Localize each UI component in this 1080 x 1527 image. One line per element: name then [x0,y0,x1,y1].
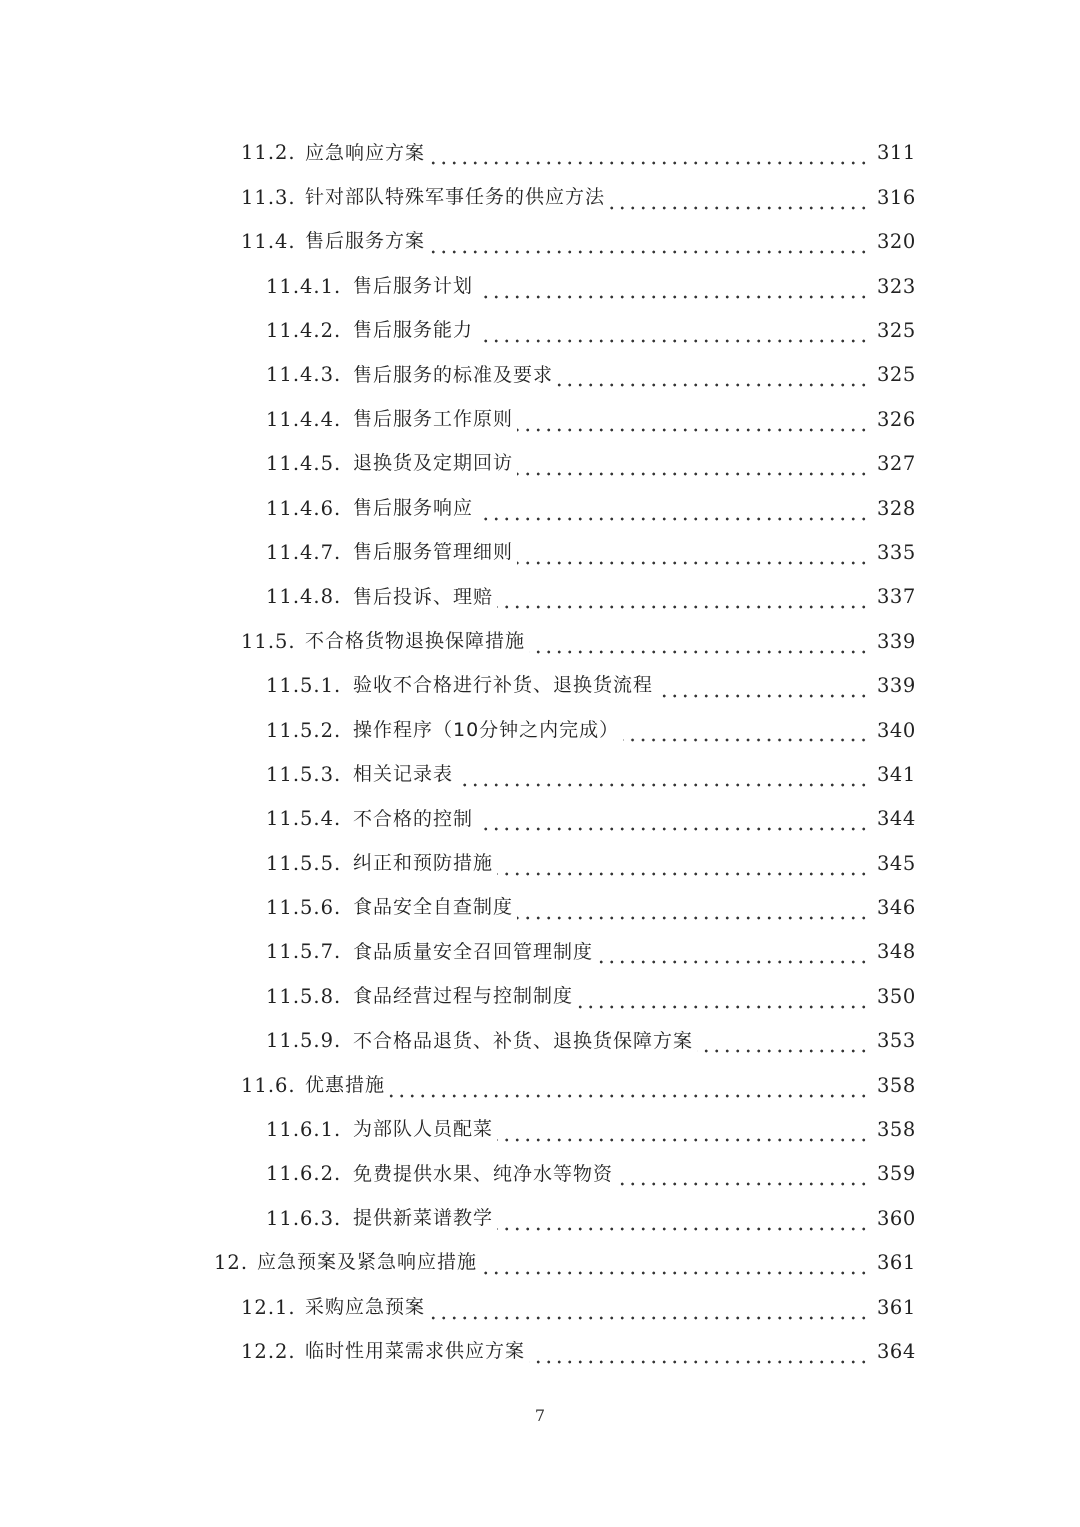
toc-entry[interactable] [0,886,1080,930]
toc-entry-page: 359 [877,1162,916,1186]
toc-dot-leader [481,1257,869,1275]
toc-entry[interactable] [0,442,1080,486]
toc-entry-page: 316 [877,185,916,209]
toc-dot-leader [429,147,869,165]
toc-dot-leader [477,281,869,299]
toc-entry-title: 为部队人员配菜 [353,1118,494,1141]
toc-dot-leader [497,1213,869,1231]
toc-dot-leader [617,1168,869,1186]
toc-dot-leader [577,991,869,1009]
toc-entry-title: 不合格货物退换保障措施 [305,629,526,652]
toc-dot-leader [497,591,869,609]
toc-entry-title: 提供新菜谱教学 [353,1207,494,1230]
toc-entry-number: 11.5.4. [266,807,342,831]
toc-dot-leader [609,192,869,210]
toc-entry[interactable] [0,264,1080,308]
toc-entry-title: 不合格的控制 [353,807,474,830]
toc-entry-title: 免费提供水果、纯净水等物资 [353,1162,614,1185]
toc-dot-leader [429,1302,869,1320]
toc-entry[interactable] [0,1019,1080,1063]
toc-dot-leader [529,636,869,654]
toc-entry[interactable] [0,930,1080,974]
toc-entry-page: 325 [877,319,916,342]
toc-entry-number: 11.6. [241,1073,296,1097]
toc-entry-page: 339 [877,674,916,698]
toc-entry-title: 操作程序（10分钟之内完成） [353,718,620,741]
toc-dot-leader [497,858,869,876]
toc-entry-number: 11.5. [241,629,296,653]
toc-entry-page: 364 [877,1339,916,1363]
toc-entry-title: 售后服务方案 [305,230,426,253]
toc-entry-page: 327 [877,452,916,476]
toc-entry-page: 325 [877,363,916,387]
toc-entry-number: 11.5.2. [266,718,342,742]
toc-entry[interactable] [0,353,1080,397]
toc-dot-leader [623,724,869,742]
toc-entry-number: 11.5.3. [266,762,342,786]
toc-entry-title: 售后服务能力 [353,319,474,342]
toc-entry-title: 售后服务响应 [353,496,474,519]
toc-entry-page: 353 [877,1029,916,1053]
toc-entry-title: 售后服务计划 [353,274,474,297]
toc-entry-number: 12. [214,1251,249,1275]
toc-entry-title: 采购应急预案 [305,1295,426,1318]
toc-entry-number: 11.4.5. [266,452,342,476]
toc-entry-title: 临时性用菜需求供应方案 [305,1340,526,1363]
toc-entry-title: 应急响应方案 [305,141,426,164]
page-number: 7 [534,1406,546,1425]
toc-dot-leader [477,813,869,831]
toc-entry-page: 360 [877,1206,916,1230]
toc-dot-leader [477,503,869,521]
toc-entry[interactable] [0,575,1080,619]
toc-entry[interactable] [0,974,1080,1018]
toc-entry-number: 11.5.1. [266,674,342,698]
toc-entry-page: 361 [877,1295,916,1319]
toc-entry[interactable] [0,797,1080,841]
toc-entry-page: 320 [877,230,916,254]
toc-entry[interactable] [0,708,1080,752]
toc-dot-leader [497,1124,869,1142]
toc-entry-title: 不合格品退货、补货、退换货保障方案 [353,1029,694,1052]
toc-entry[interactable] [0,1196,1080,1240]
toc-dot-leader [517,414,869,432]
toc-dot-leader [389,1080,869,1098]
toc-entry[interactable] [0,220,1080,264]
toc-entry-title: 针对部队特殊军事任务的供应方法 [305,186,606,209]
toc-dot-leader [457,769,869,787]
toc-entry-title: 食品经营过程与控制制度 [353,985,574,1008]
toc-dot-leader [477,325,869,343]
toc-entry-number: 11.4.7. [266,540,342,564]
toc-entry-page: 337 [877,585,916,609]
toc-entry-number: 11.4.6. [266,496,342,520]
toc-entry[interactable] [0,619,1080,663]
toc-entry-number: 11.5.6. [266,896,342,920]
toc-entry-page: 340 [877,718,916,742]
toc-entry-title: 优惠措施 [305,1073,386,1096]
toc-entry-title: 售后投诉、理赔 [353,585,494,608]
toc-entry-title: 应急预案及紧急响应措施 [257,1251,478,1274]
toc-entry-title: 相关记录表 [353,763,454,786]
toc-entry-number: 11.5.8. [266,984,342,1008]
toc-entry-page: 361 [877,1251,916,1275]
toc-entry-number: 11.4.2. [266,319,342,342]
toc-entry-page: 346 [877,896,916,920]
toc-dot-leader [697,1035,869,1053]
toc-entry-page: 339 [877,629,916,653]
toc-entry-title: 售后服务的标准及要求 [353,363,554,386]
toc-entry-page: 358 [877,1073,916,1097]
toc-dot-leader [557,369,869,387]
toc-entry-number: 12.2. [241,1339,296,1363]
toc-entry-number: 11.4. [241,230,296,254]
toc-entry[interactable] [0,309,1080,353]
toc-entry-title: 退换货及定期回访 [353,452,514,475]
toc-entry-number: 11.6.3. [266,1206,342,1230]
toc-entry-number: 11.2. [241,141,296,165]
toc-entry[interactable] [0,397,1080,441]
toc-entry[interactable] [0,131,1080,175]
toc-entry[interactable] [0,664,1080,708]
toc-dot-leader [517,902,869,920]
toc-dot-leader [597,946,869,964]
toc-entry-number: 11.4.1. [266,274,342,298]
toc-entry[interactable] [0,841,1080,885]
toc-entry-page: 344 [877,807,916,831]
toc-entry-title: 售后服务管理细则 [353,541,514,564]
toc-dot-leader [657,680,869,698]
toc-entry-page: 358 [877,1118,916,1142]
toc-dot-leader [429,236,869,254]
toc-entry-number: 11.4.4. [266,407,342,431]
table-of-contents [0,131,1080,1374]
toc-entry-title: 验收不合格进行补货、退换货流程 [353,674,654,697]
toc-entry-number: 11.6.1. [266,1118,342,1142]
toc-entry[interactable] [0,1241,1080,1285]
toc-entry-page: 341 [877,762,916,786]
toc-entry-number: 11.5.5. [266,851,342,875]
toc-entry-page: 335 [877,540,916,564]
toc-entry-page: 348 [877,940,916,964]
toc-entry-number: 11.5.9. [266,1029,342,1053]
toc-entry-number: 11.4.8. [266,585,342,609]
toc-entry-number: 12.1. [241,1295,296,1319]
toc-entry-page: 323 [877,274,916,298]
toc-entry[interactable] [0,531,1080,575]
toc-entry-title: 纠正和预防措施 [353,851,494,874]
toc-entry[interactable] [0,752,1080,796]
toc-entry[interactable] [0,1152,1080,1196]
toc-entry[interactable] [0,1330,1080,1374]
toc-entry-title: 售后服务工作原则 [353,408,514,431]
toc-entry[interactable] [0,1063,1080,1107]
toc-entry-page: 326 [877,407,916,431]
toc-entry[interactable] [0,1285,1080,1329]
toc-entry-title: 食品安全自查制度 [353,896,514,919]
toc-entry-number: 11.4.3. [266,363,342,387]
toc-entry-number: 11.6.2. [266,1162,342,1186]
toc-entry-page: 328 [877,496,916,520]
toc-entry-page: 311 [877,141,916,165]
toc-entry[interactable] [0,486,1080,530]
toc-entry-page: 345 [877,851,916,875]
toc-dot-leader [517,458,869,476]
toc-entry-number: 11.3. [241,185,296,209]
toc-entry-number: 11.5.7. [266,940,342,964]
toc-entry-title: 食品质量安全召回管理制度 [353,940,594,963]
toc-dot-leader [517,547,869,565]
toc-entry-page: 350 [877,984,916,1008]
toc-entry[interactable] [0,175,1080,219]
toc-dot-leader [529,1346,869,1364]
toc-entry[interactable] [0,1108,1080,1152]
